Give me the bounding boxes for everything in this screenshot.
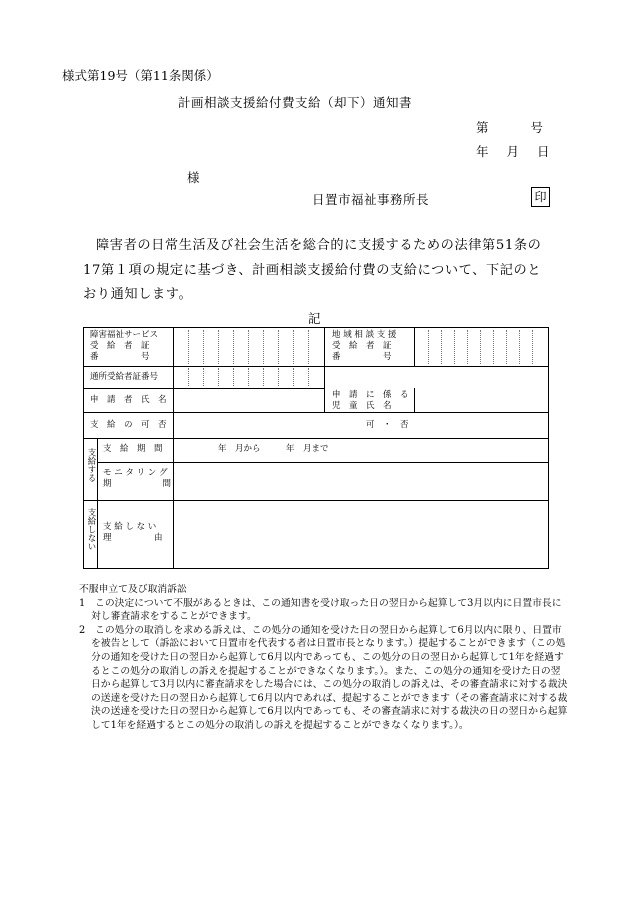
body-paragraph: 障害者の日常生活及び社会生活を総合的に支援するための法律第51条の17第１項の規定に基づき、計画相談支援給付費の支給について、下記のとおり通知します。 [83,238,542,302]
notice-table [83,327,549,569]
document-number [476,118,543,136]
appeal-item-1: 1 この決定について不服があるときは、この通知書を受け取った日の翌日から起算して3月以内に日置市長に対し審査請求をすることができます。 [79,597,562,623]
monitoring-label: モ ニ タ リ ン グ 期 間 [103,468,172,489]
number-prefix: 第 [476,120,489,135]
seal-mark: 印 [531,187,550,207]
period-value: 年 月から 年 月まで [218,444,329,454]
issuer-name: 日置市福祉事務所長 [312,192,430,207]
appeal-notice [79,583,569,733]
form-number: 様式第19号（第11条関係） [62,68,219,83]
date-month: 月 [506,144,520,159]
service-recipient-no-label: 障害福祉サービス 受 給 者 証 番 号 [90,330,159,362]
regional-support-no-label: 地 域 相 談 支 援 受 給 者 証 番 号 [332,330,397,362]
appeal-heading: 不服申立て及び取消訴訟 [79,584,187,595]
approval-value: 可 ・ 否 [366,420,409,430]
document-date [476,142,550,160]
applicant-name-label: 申 請 者 氏 名 [90,395,167,405]
day-recipient-no-label: 通所受給者証番号 [90,372,159,382]
no-grant-reason-label: 支 給 し な い 理 由 [103,522,163,543]
document-title: 計画相談支援給付費支給（却下）通知書 [178,95,413,110]
child-name-label: 申 請 に 係 る 児 童 氏 名 [332,390,409,411]
number-suffix: 号 [530,120,544,135]
date-day: 日 [537,144,550,159]
date-year: 年 [476,144,489,159]
grant-group-label: 支給する [86,448,96,482]
addressee-suffix: 様 [187,170,200,185]
ki-label: 記 [308,311,321,326]
approval-label: 支 給 の 可 否 [90,420,167,430]
appeal-item-2: 2 この処分の取消しを求める訴えは、この処分の通知を受けた日の翌日から起算して6月以内に限り、日置市を被告として（訴訟において日置市を代表する者は日置市長となります。）提起することができます（この処分の通知を受けた日の翌日から起算して6月以内であっても、この処分の日の翌日から起算して1年を経過するとこの処分の取消しの訴えを提起することができなくなります。）。また、この処分の通知を受けた日の翌日から起算して3月以内に審査請求をした場合には、この処分の取消しの訴えは、その審査請求に対する裁決の送達を受けた日の翌日から起算して6月以内であれば、提起することができます（その審査請求に対する裁決の送達を受けた日の翌日から起算して6月以内であっても、その審査請求に対する裁決の日の翌日から起算して1年を経過するとこの処分の取消しの訴えを提起することができなくなります。）。 [79,624,568,731]
no-grant-group-label: 支給しない [86,508,96,551]
period-label: 支 給 期 間 [103,444,163,454]
